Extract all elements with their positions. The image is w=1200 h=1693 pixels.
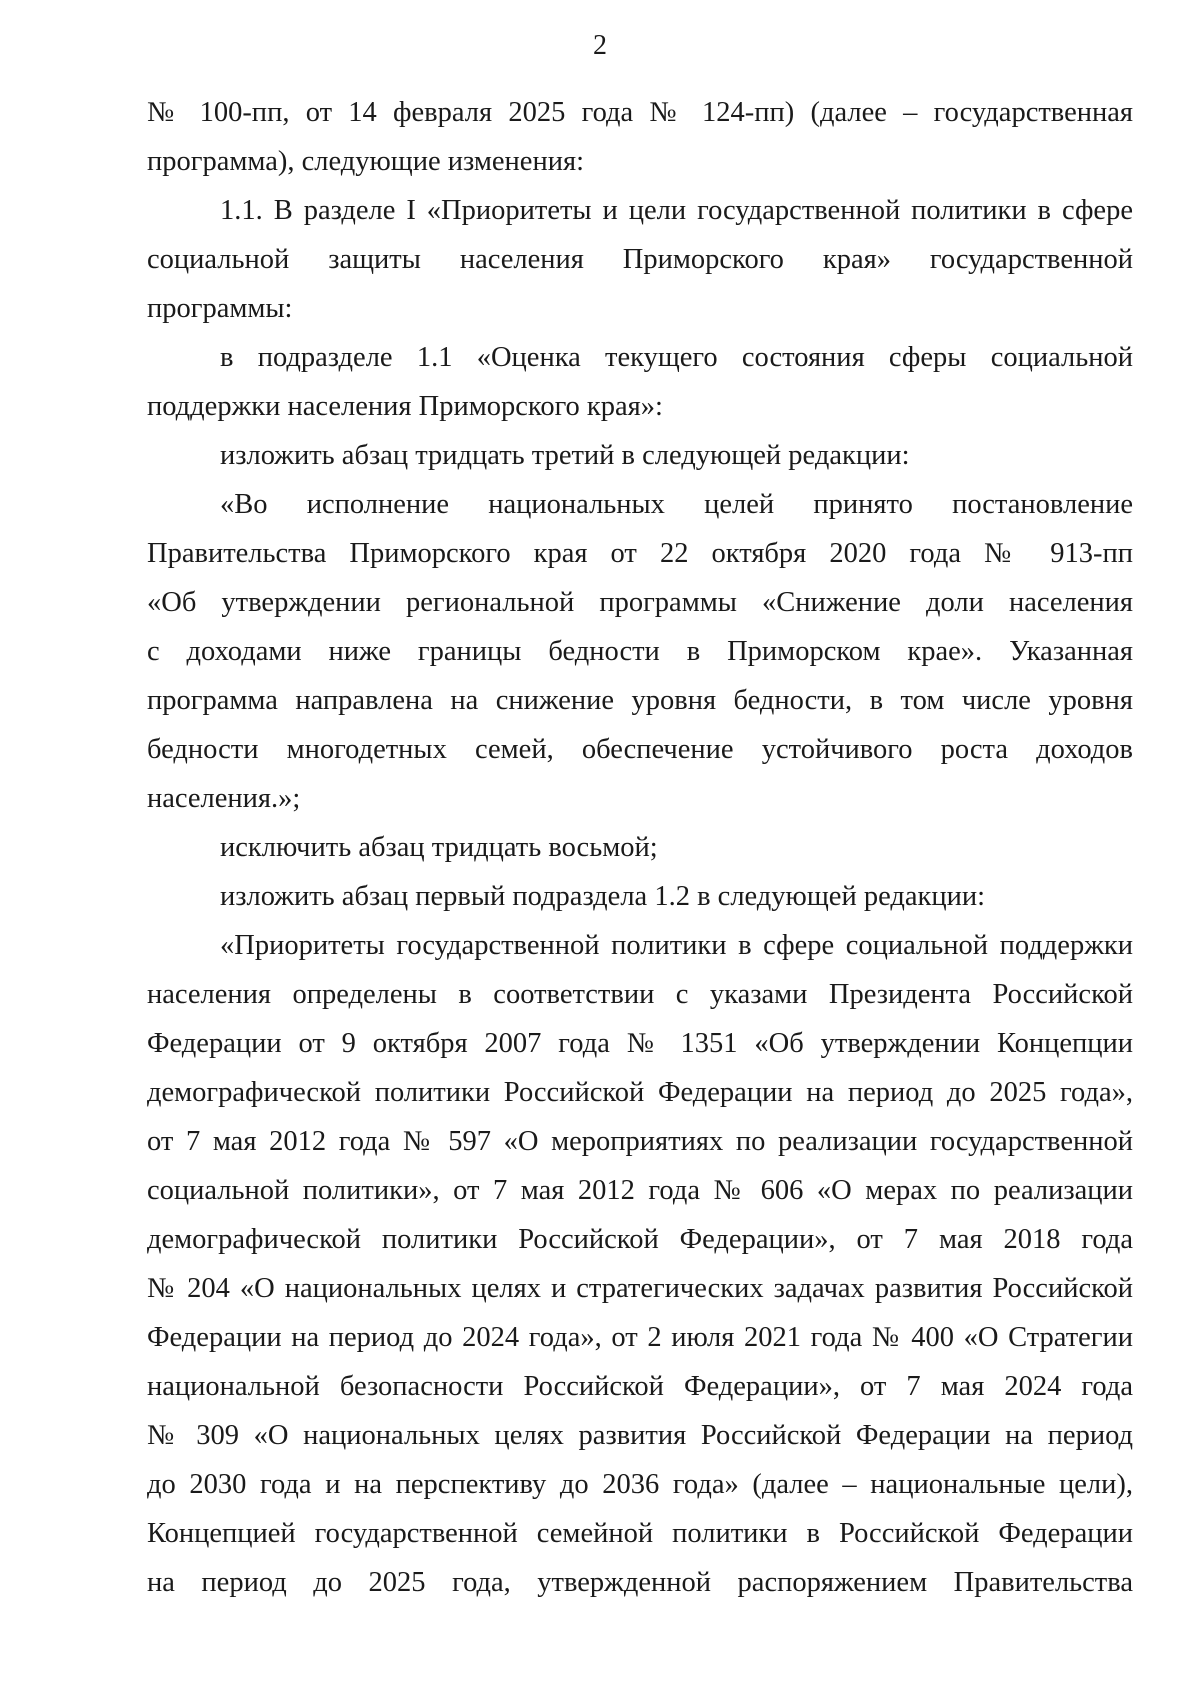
text-line: Концепцией государственной семейной политики в Российской Федерации [147,1518,1133,1549]
text-line: № 204 «О национальных целях и стратегических задачах развития Российской [147,1273,1133,1304]
text-line: населения определены в соответствии с указами Президента Российской [147,979,1133,1010]
text-line: поддержки населения Приморского края»: [147,391,663,422]
text-line: в подразделе 1.1 «Оценка текущего состояния сферы социальной [220,342,1133,373]
text-line: программа), следующие изменения: [147,146,584,177]
text-line: от 7 мая 2012 года № 597 «О мероприятиях по реализации государственной [147,1126,1133,1157]
text-line: на период до 2025 года, утвержденной распоряжением Правительства [147,1567,1133,1598]
text-line: «Приоритеты государственной политики в сфере социальной поддержки [220,930,1133,961]
text-line: Федерации от 9 октября 2007 года № 1351 «Об утверждении Концепции [147,1028,1133,1059]
text-line: программа направлена на снижение уровня бедности, в том числе уровня [147,685,1133,716]
document-body [147,88,1133,1607]
text-line: Федерации на период до 2024 года», от 2 июля 2021 года № 400 «О Стратегии [147,1322,1133,1353]
text-line: национальной безопасности Российской Федерации», от 7 мая 2024 года [147,1371,1133,1402]
text-line: 1.1. В разделе I «Приоритеты и цели государственной политики в сфере [220,195,1133,226]
text-line: демографической политики Российской Федерации на период до 2025 года», [147,1077,1133,1108]
text-line: «Об утверждении региональной программы «Снижение доли населения [147,587,1133,618]
text-line: демографической политики Российской Федерации», от 7 мая 2018 года [147,1224,1133,1255]
text-line: изложить абзац тридцать третий в следующей редакции: [220,440,910,471]
text-line: с доходами ниже границы бедности в Приморском крае». Указанная [147,636,1133,667]
text-line: Правительства Приморского края от 22 октября 2020 года № 913-пп [147,538,1133,569]
text-line: исключить абзац тридцать восьмой; [220,832,658,863]
page-number: 2 [593,30,607,61]
text-line: до 2030 года и на перспективу до 2036 года» (далее – национальные цели), [147,1469,1133,1500]
text-line: программы: [147,293,293,324]
text-line: социальной защиты населения Приморского края» государственной [147,244,1133,275]
text-line: населения.»; [147,783,301,814]
text-line: № 100-пп, от 14 февраля 2025 года № 124-пп) (далее – государственная [147,97,1133,128]
text-line: изложить абзац первый подраздела 1.2 в следующей редакции: [220,881,986,912]
text-line: «Во исполнение национальных целей принято постановление [220,489,1133,520]
text-line: № 309 «О национальных целях развития Российской Федерации на период [147,1420,1133,1451]
text-line: социальной политики», от 7 мая 2012 года № 606 «О мерах по реализации [147,1175,1133,1206]
text-line: бедности многодетных семей, обеспечение устойчивого роста доходов [147,734,1133,765]
